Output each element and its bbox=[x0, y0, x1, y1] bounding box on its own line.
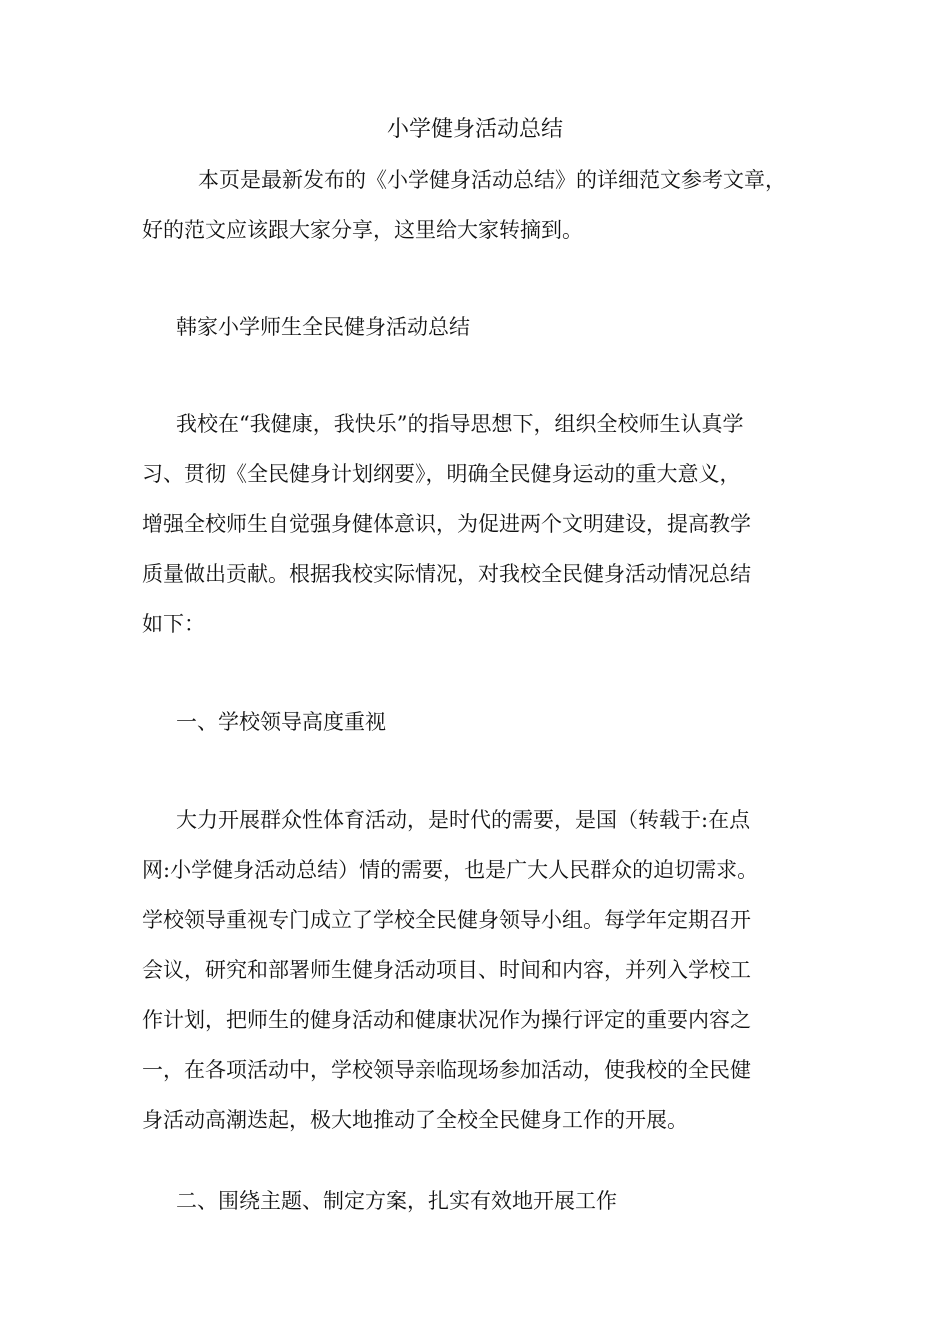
text-line: 大力开展群众性体育活动，是时代的需要，是国（转载于:在点 bbox=[176, 808, 751, 832]
section-heading-1 bbox=[142, 697, 810, 747]
heading-text: 一、学校领导高度重视 bbox=[176, 710, 386, 734]
subtitle-text: 韩家小学师生全民健身活动总结 bbox=[176, 315, 470, 339]
text-line: 我校在“我健康，我快乐”的指导思想下，组织全校师生认真学 bbox=[176, 412, 744, 436]
section-heading-2 bbox=[142, 1176, 810, 1226]
heading-text: 二、围绕主题、制定方案，扎实有效地开展工作 bbox=[176, 1189, 617, 1213]
subtitle bbox=[142, 302, 810, 352]
text-line: 网:小学健身活动总结）情的需要，也是广大人民群众的迫切需求。 bbox=[142, 858, 759, 882]
text-line: 会议，研究和部署师生健身活动项目、时间和内容，并列入学校工 bbox=[142, 958, 751, 982]
paragraph-2 bbox=[142, 795, 810, 1145]
text-line: 习、贯彻《全民健身计划纲要》，明确全民健身运动的重大意义， bbox=[142, 462, 741, 486]
text-line: 一，在各项活动中，学校领导亲临现场参加活动，使我校的全民健 bbox=[142, 1058, 751, 1082]
text-line: 增强全校师生自觉强身健体意识，为促进两个文明建设，提高教学 bbox=[142, 512, 751, 536]
text-line: 学校领导重视专门成立了学校全民健身领导小组。每学年定期召开 bbox=[142, 908, 751, 932]
document-title: 小学健身活动总结 bbox=[386, 117, 563, 142]
intro-paragraph bbox=[142, 155, 810, 255]
text-line: 身活动高潮迭起，极大地推动了全校全民健身工作的开展。 bbox=[142, 1108, 688, 1132]
text-line: 质量做出贡献。根据我校实际情况，对我校全民健身活动情况总结 bbox=[142, 562, 751, 586]
text-line: 作计划，把师生的健身活动和健康状况作为操行评定的重要内容之 bbox=[142, 1008, 751, 1032]
text-line: 本页是最新发布的《小学健身活动总结》的详细范文参考文章， bbox=[198, 168, 786, 192]
text-line: 如下： bbox=[142, 612, 205, 636]
paragraph-1 bbox=[142, 399, 810, 649]
text-line: 好的范文应该跟大家分享，这里给大家转摘到。 bbox=[142, 218, 583, 242]
